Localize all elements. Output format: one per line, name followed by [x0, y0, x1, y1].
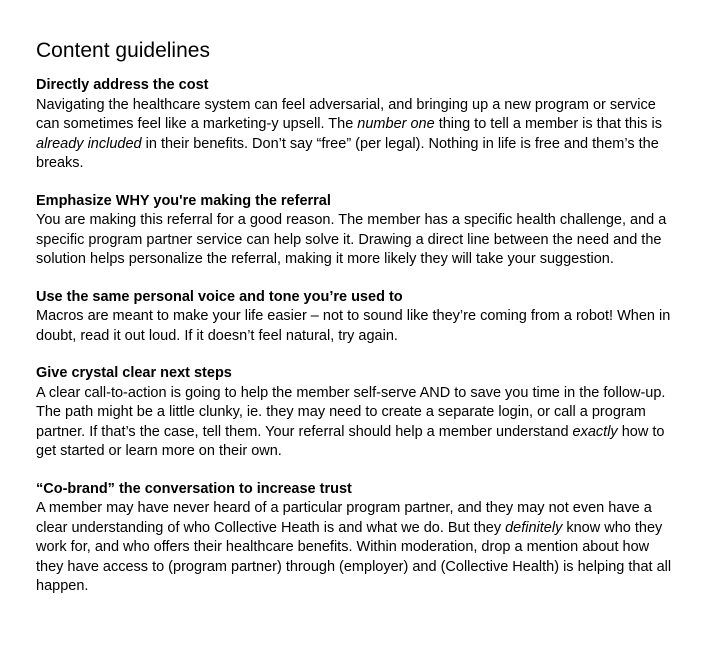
guideline-section — [36, 192, 676, 270]
page-title: Content guidelines — [36, 39, 210, 62]
emphasized-text: already included — [36, 135, 142, 152]
section-body — [36, 211, 676, 270]
section-heading: Use the same personal voice and tone you’re used to — [36, 288, 403, 305]
body-text: know who they work for, and who offers their healthcare benefits. Within moderation, drop a mention about how they have access to (program partner) through (employer) and (Collective Health) is helping that all happen. — [36, 519, 672, 594]
section-heading: Give crystal clear next steps — [36, 365, 232, 381]
section-body — [36, 96, 676, 174]
body-text: thing to tell a member is that this is — [434, 116, 662, 132]
section-heading: “Co-brand” the conversation to increase trust — [36, 480, 352, 497]
body-text: A member may have never heard of a particular program partner, and they may not even have a clear understanding of who Collective Heath is and what we do. But they — [36, 500, 652, 536]
body-text: You are making this referral for a good reason. The member has a specific health challenge, and a specific program partner service can help solve it. Drawing a direct line between the need and the solution helps personalize the referral, making it more likely they will take your suggestion. — [36, 212, 667, 267]
guidelines-list — [36, 76, 676, 597]
body-text: A clear call-to-action is going to help the member self-serve AND to save you time in the follow-up. The path might be a little clunky, ie. they may need to create a separate login, or call a program partner. If that’s the case, tell them. Your referral should help a member understand — [36, 384, 666, 440]
emphasized-text: number one — [357, 116, 435, 132]
guideline-section — [36, 480, 676, 597]
section-body — [36, 499, 676, 597]
emphasized-text: definitely — [505, 519, 563, 536]
guideline-section — [36, 288, 676, 347]
body-text: in their benefits. Don’t say “free” (per legal). Nothing in life is free and them’s the breaks. — [36, 135, 659, 171]
body-text: Navigating the healthcare system can feel adversarial, and bringing up a new program or service can sometimes feel like a marketing-y upsell. The — [36, 96, 656, 132]
section-heading: Directly address the cost — [36, 77, 209, 93]
section-heading: Emphasize WHY you're making the referral — [36, 192, 331, 209]
guideline-section — [36, 364, 676, 462]
section-body — [36, 307, 676, 346]
emphasized-text: exactly — [572, 423, 618, 440]
body-text: how to get started or learn more on their own. — [36, 423, 665, 459]
guideline-section — [36, 76, 676, 174]
body-text: Macros are meant to make your life easier – not to sound like they’re coming from a robot! When in doubt, read it out loud. If it doesn’t feel natural, try again. — [36, 308, 671, 344]
section-body — [36, 384, 676, 462]
